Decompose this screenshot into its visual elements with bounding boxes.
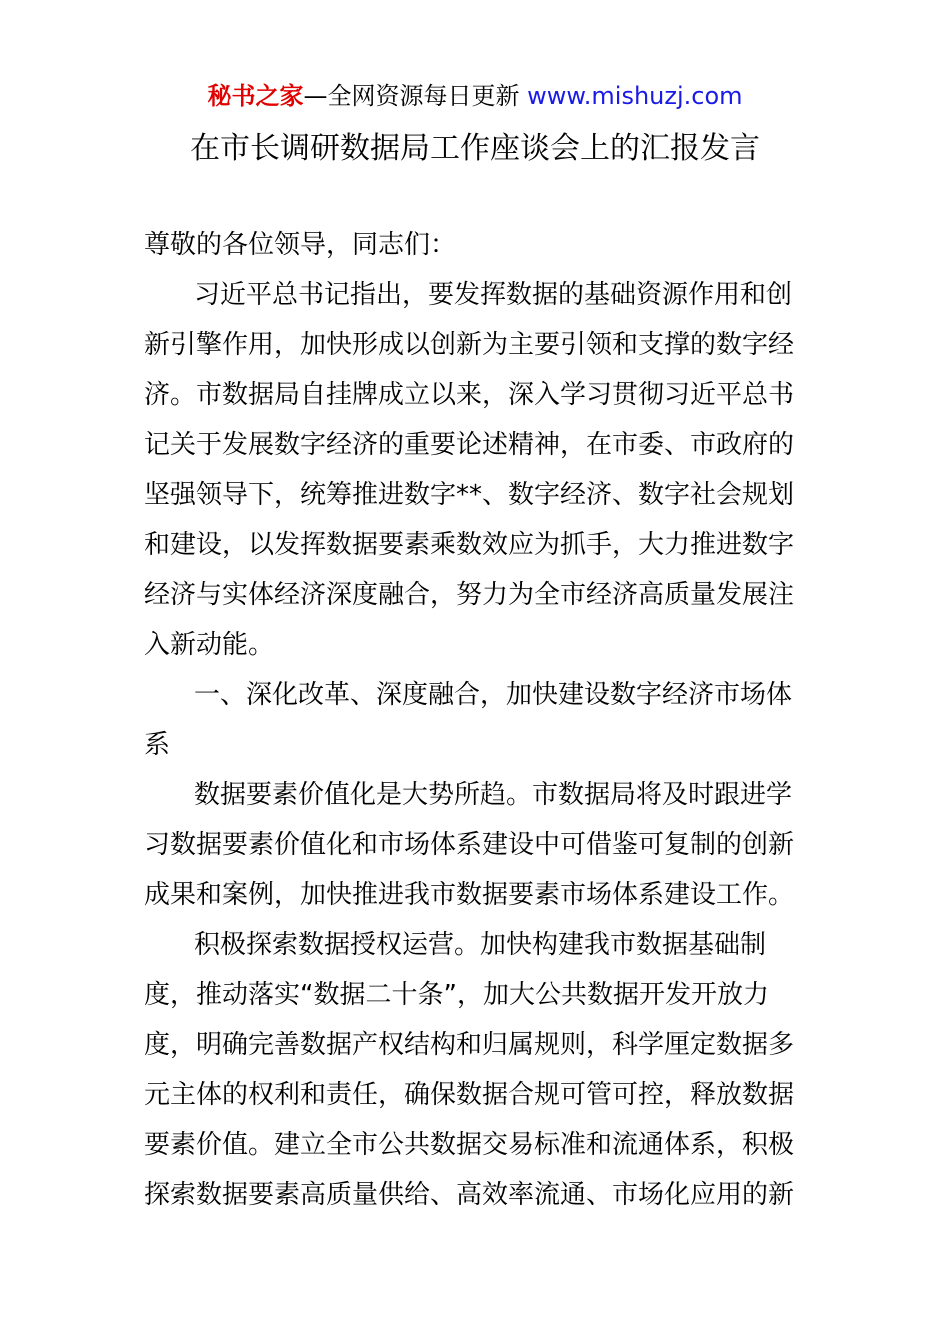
document-title: 在市长调研数据局工作座谈会上的汇报发言 xyxy=(190,131,760,166)
body-line: 入新动能。 xyxy=(144,630,275,660)
body-line: 成果和案例，加快推进我市数据要素市场体系建设工作。 xyxy=(144,880,795,910)
section-heading: 一、深化改革、深度融合，加快建设数字经济市场体 xyxy=(194,680,793,710)
document-body xyxy=(144,220,809,1220)
header-tagline: —全网资源每日更新 xyxy=(303,82,528,110)
body-line: 习数据要素价值化和市场体系建设中可借鉴可复制的创新 xyxy=(144,830,795,860)
body-line: 新引擎作用，加快形成以创新为主要引领和支撑的数字经 xyxy=(144,330,795,360)
section-heading-continued: 系 xyxy=(144,730,171,760)
body-line: 济。市数据局自挂牌成立以来，深入学习贯彻习近平总书 xyxy=(144,380,795,410)
body-line: 尊敬的各位领导，同志们： xyxy=(144,230,457,260)
body-line: 积极探索数据授权运营。加快构建我市数据基础制 xyxy=(194,930,767,960)
body-line: 记关于发展数字经济的重要论述精神，在市委、市政府的 xyxy=(144,430,795,460)
body-line: 习近平总书记指出，要发挥数据的基础资源作用和创 xyxy=(194,280,793,310)
site-header xyxy=(0,80,950,112)
site-url-link[interactable]: www.mishuzj.com xyxy=(527,82,743,110)
body-line: 坚强领导下，统筹推进数字**、数字经济、数字社会规划 xyxy=(144,480,795,510)
body-line: 元主体的权利和责任，确保数据合规可管可控，释放数据 xyxy=(144,1080,795,1110)
body-line: 探索数据要素高质量供给、高效率流通、市场化应用的新 xyxy=(144,1180,795,1210)
body-line: 要素价值。建立全市公共数据交易标准和流通体系，积极 xyxy=(144,1130,795,1160)
body-line: 度，推动落实“数据二十条”，加大公共数据开发开放力 xyxy=(144,980,769,1010)
body-line: 数据要素价值化是大势所趋。市数据局将及时跟进学 xyxy=(194,780,793,810)
body-line: 和建设，以发挥数据要素乘数效应为抓手，大力推进数字 xyxy=(144,530,795,560)
body-line: 经济与实体经济深度融合，努力为全市经济高质量发展注 xyxy=(144,580,795,610)
body-line: 度，明确完善数据产权结构和归属规则，科学厘定数据多 xyxy=(144,1030,795,1060)
brand-name: 秘书之家 xyxy=(207,82,304,110)
